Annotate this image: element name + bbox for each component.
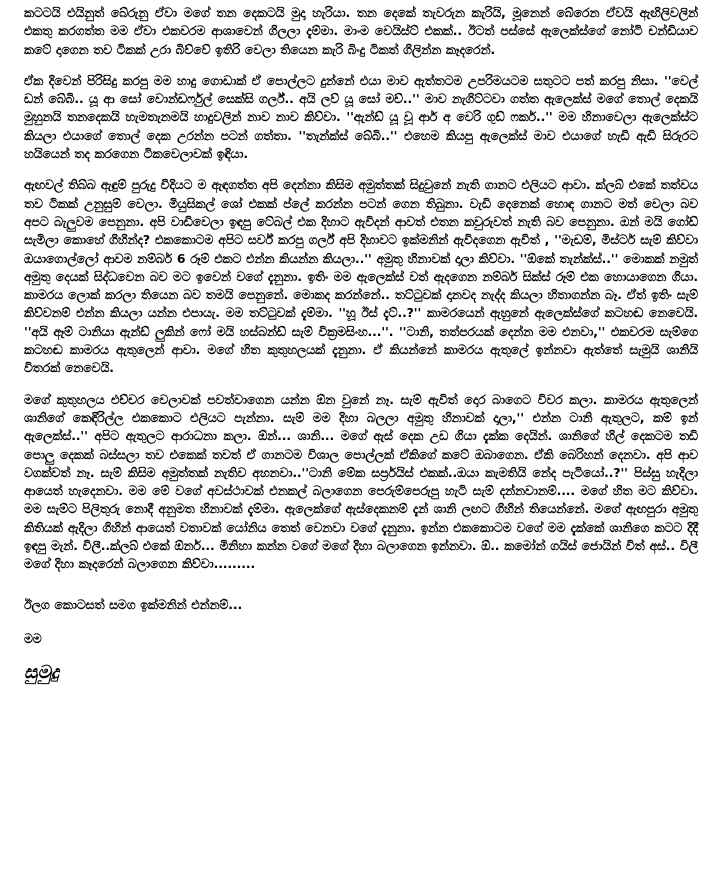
paragraph-3: ඇඟවල් තිබ්බ ඇඳුම් පුරුදු විදියට ම ඇඳගත්ත අපි දෙන්නා කිසිම අමුත්තක් සිදුවුනේ නැති ගානට එලියට ආවා. ක්ලබ් එකේ තත්වය තව ටිකක් උනුසුම් වෙලා. මියුසිකල් ශෝ එකක් ප්ලේ කරන්න පටන් ගෙන තිබුනා. වැඩි දෙනෙක් හොඳ ගානට මත් වෙලා බව අපට බැලුවම පෙනුනා. අපි වාඩිවෙලා ඉඳපු ටේබල් එක දිහාට ඇවිදන් ආවත් එතන කවුරුවත් නැති බව පෙනුනා. ඔන් මයි ගෝඩ් සැමිලා කොහේ ගිහින්ද? එකකොටම අපිට සර්ව් කරපු ගර්ල් අපි දිහාවට ඉක්මනින් ඇවිදගෙන ඇවිත් , ''මැඩම්, මිස්ටර් සැම් කිව්වා ඔයාගොල්ලෝ ආවම නම්බර් 6 රූම් එකට එන්න කියන්න කියලා..'' අමුතු හිනාවක් දාලා කිව්වා. ''ඕකේ තැන්ක්ස්..'' මොකක් නමුත් අමුතු දෙයක් සිද්ධවෙන බව මට ඉවෙන් වගේ දැනුනා. ඉතිං මම ඇලෙක්ස් වත් ඇදගෙන නම්බර් සික්ස් රූම් එක හොයාගෙන ගියා. කාමරය ලොක් කරලා තියෙන බව තමයි පෙනුනේ. මොකද කරන්නේ.. තට්ටුවක් දානවද නැද්ද කියලා හිතාගන්න බෑ. ඒත් ඉතිං සැම් කිව්වනම් එන්න කියලා යන්න එපායැ. මම තට්ටුවක් දැම්මා. ''හූ ඊස් දැට්..?'' කාමරයෙන් ඇහුනේ ඇලෙක්ස්ගේ කටහඬ නෙවෙයි. ''අයි ඈම් ටානියා ඇන්ඩ් ලුකින් ෆෝ මයි හස්බන්ඩ් සැම් වික්‍රමසිංහ...''. ''ටානි, තත්පරයක් දෙන්න මම එනවා,'' එකවරම සැම්ගෙ කටහඬ කාමරය ඇතුලෙන් ආවා. මගේ හිත කුතුහලයක් දැනුනා. ඒ කියන්නේ කාමරය ඇතුලේ ඉන්නවා ඇත්තේ සැමුයි ශානියි විතරක් නෙවෙයි.	[24, 177, 698, 376]
paragraph-2: ඒක දිවෙන් පිරිසිදු කරපු මම හාදු ගොඩාක් ඒ පොල්ලට දුන්නේ එයා මාව ඇත්තටම උපරිමයටම සතුටට පත් කරපු නිසා. ''වෙල් ඩන් බේබි.. යූ ආ සෝ වොන්ඩර්ෆුල් සෙක්සි ගර්ල්.. අයි ලව් යූ සෝ මච්..'' මාව නැගිට්ටවා ගත්ත ඇලෙක්ස් මගේ තොල් දෙකයි මුහුනයි තනදෙකයි හැමතැනමයි හාදුවලින් නාව නාව කිව්වා. ''ඇන්ඩ් යූ වූ ආර් අ වෙරි ගුඩ් ෆකර්..'' මම හිනාවෙලා ඇලෙක්ස්ට කියලා එයාගේ තොල් දෙක උරන්න පටන් ගත්තා. ''තැන්ක්ස් බේබි..'' එහෙම කියපු ඇලෙක්ස් මාව එයාගේ හැඩි ඇඩි සිරුරට හයියෙන් තද කරගෙන ටිකවෙලාවක් ඉඳියා.	[24, 72, 698, 162]
author-signature: සුමුදු	[24, 662, 60, 684]
signoff: මම	[24, 630, 42, 646]
paragraph-1: කටටයි එයිනුත් බේරුනු ඒවා මගේ තන දෙකටයි මුදා හැරියා. තන දෙකේ තැවරුන කැරියි, මූනෙන් බේරෙන ඒවයි ඇඟිලිවලින් එකතු කරගත්ත මම ඒවා එකවරම ආශාවෙන් ගිලලා දැම්මා. මාංම වෙයිස්ට් එකක්.. ඊටත් පස්සේ ඇලෙක්ස්ගේ නෝටි චන්ඩියාව කටේ දාගෙන තව ටිකක් උරා බිව්වේ ඉතිරි වෙලා තියෙන කැරි බිංදු ටිකත් ගිලින්න කෑදරෙන්.	[24, 5, 698, 57]
paragraph-4: මගේ කුතුහලය එච්චර වෙලාවක් පවත්වාගෙන යන්න ඕන වුනේ නෑ. සැම් ඇවිත් දොර බාගෙට විවර කලා. කාමරය ඇතුලෙන් ශානිගේ කෙඳිරිල්ල එකකොට එලියට පැන්නා. සැම් මම දිහා බලලා අමුතු හිනාවක් දාලා,'' එන්න ටානි ඇතුලට, කම් ඉන් ඇලෙක්ස්..'' අපිට ඇතුලට ආරාධනා කලා. ඕන්... ශානි... මගේ ඇස් දෙක උඩ ගියා දැක්ක දෙයින්. ශානිගේ හිල් දෙකටම තඩි පොලු දෙකක් බස්සලා තව එකෙක් තවත් ඒ ගානටම විශාල පොල්ලක් ඒකිගේ කටේ ඔබාගෙන. ඒකි බෙරිහන් දෙනවා. අපි ආව වගක්වත් නෑ. සැම් කිසිම අමුත්තක් නැතිව අහනවා..''ටානි මේක සර්ප්‍රයිස් එකක්..ඔයා කැමතියි නේද පැටියෝ..?'' පිස්සු හැදිලා ආයෙත් හැදෙනවා. මම මේ වගේ අවස්ථාවක් එනකල් බලාගෙන පෙරුම්පෙරුපු හැටි සැම් දන්නවානම්.... මගේ හිත මට කිව්වා. මම සැම්ට පිලිතුරු නොදී අනුමත හිනාවක් දැම්මා. ඇලෙක්ගේ ඇස්දෙකනම් දැන් ශානි ලඟට ගිහින් තියෙන්නේ. මගේ ඇඟපුරා අමුතු කිතියක් ඇදිලා ගිහින් ආයෙත් වතාවක් යෝනිය තෙත් වෙනවා වගේ දැනුනා. ඉන්න එකකොටම වගේ මම දැක්කේ ශානිගෙ කටට දිදී ඉඳපු මැන්. විලී..ක්ලබ් එකේ ඕනර්... මිනිහා කන්න වගේ මගේ දිහා බලාගෙන ඉන්නවා. ඕ.. කමෝන් ගයිස් ජොයින් විත් අස්.. විලී මගේ දිහා කෑදරෙන් බලාගෙන කිව්වා.........	[24, 391, 698, 572]
closing-line: ඊලග කොටසත් සමග ඉක්මනින් එන්නම්...	[24, 596, 243, 612]
